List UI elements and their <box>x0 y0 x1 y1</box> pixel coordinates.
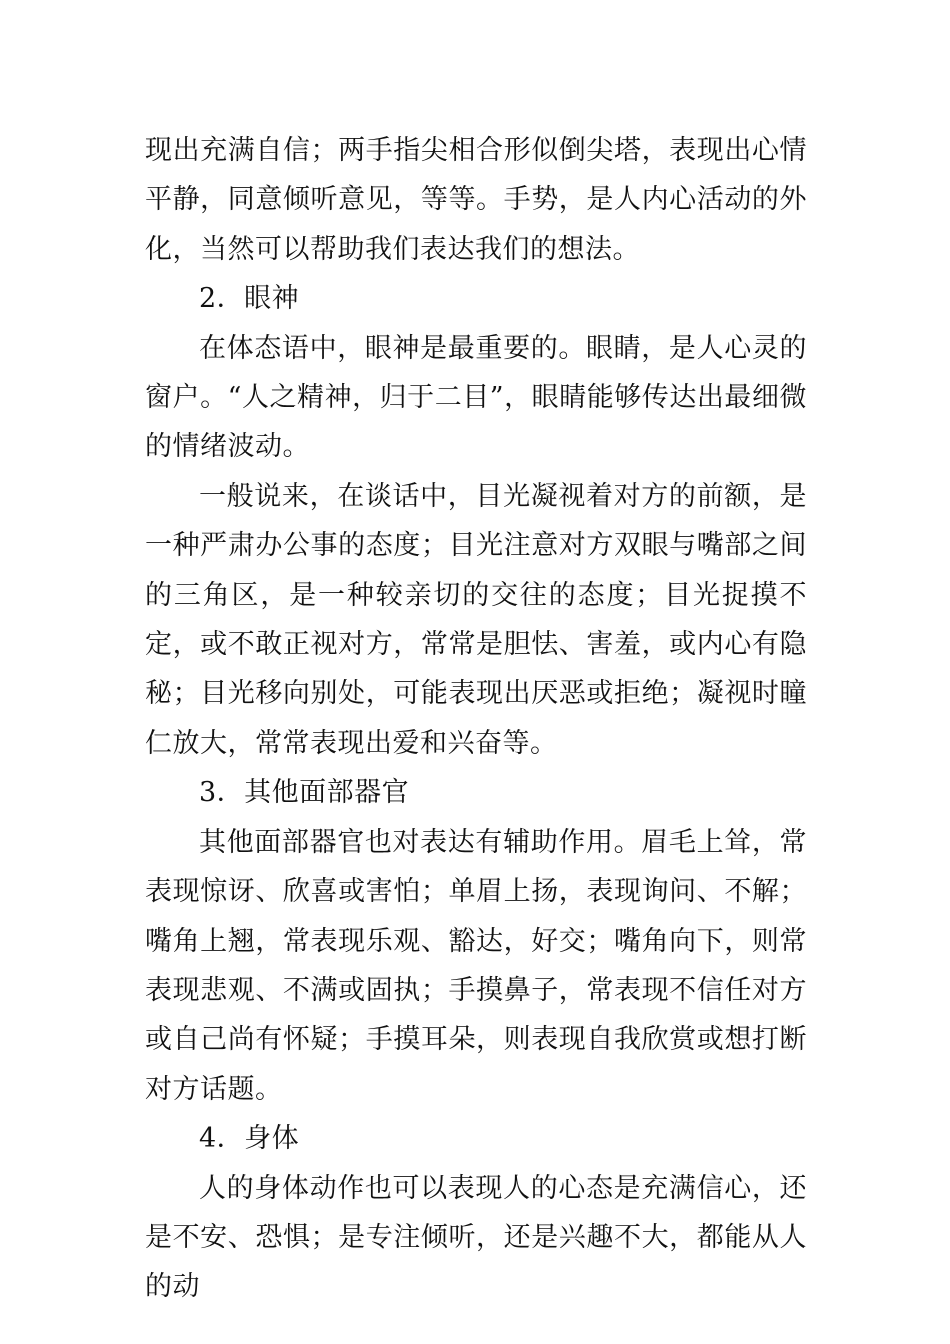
section-heading-eyes: 2．眼神 <box>199 283 300 315</box>
section-heading-body: 4．身体 <box>199 1123 300 1155</box>
paragraph-body: 人的身体动作也可以表现人的心态是充满信心，还是不安、恐惧；是专注倾听，还是兴趣不大，都能从人的动 <box>145 1172 807 1303</box>
paragraph-facial-organs: 其他面部器官也对表达有辅助作用。眉毛上耸，常表现惊讶、欣喜或害怕；单眉上扬，表现询问、不解；嘴角上翘，常表现乐观、豁达，好交；嘴角向下，则常表现悲观、不满或固执；手摸鼻子，常表现不信任对方或自己尚有怀疑；手摸耳朵，则表现自我欣赏或想打断对方话题。 <box>145 826 807 1105</box>
paragraph-gaze: 一般说来，在谈话中，目光凝视着对方的前额，是一种严肃办公事的态度；目光注意对方双眼与嘴部之间的三角区，是一种较亲切的交往的态度；目光捉摸不定，或不敢正视对方，常常是胆怯、害羞，或内心有隐秘；目光移向别处，可能表现出厌恶或拒绝；凝视时瞳仁放大，常常表现出爱和兴奋等。 <box>145 480 807 759</box>
document-body <box>145 126 807 1312</box>
section-heading-facial-organs: 3．其他面部器官 <box>199 777 410 809</box>
paragraph-continuation: 现出充满自信；两手指尖相合形似倒尖塔，表现出心情平静，同意倾听意见，等等。手势，是人内心活动的外化，当然可以帮助我们表达我们的想法。 <box>145 135 807 265</box>
paragraph-eyes-intro: 在体态语中，眼神是最重要的。眼睛，是人心灵的窗户。“人之精神，归于二目”，眼睛能够传达出最细微的情绪波动。 <box>145 332 807 463</box>
